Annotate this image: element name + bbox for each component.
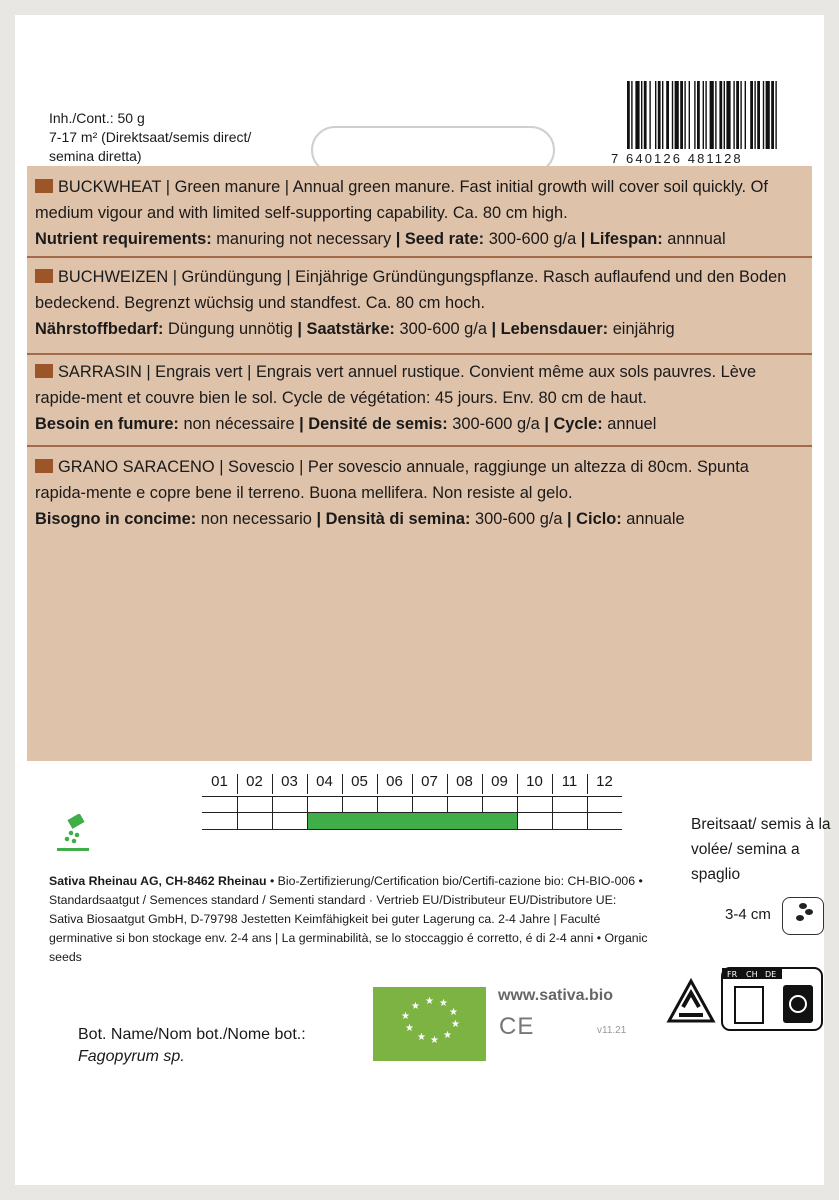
entry-key: Bisogno in concime: [35,510,197,528]
entry-value: Düngung unnötig [163,320,298,338]
entry-key: Nährstoffbedarf: [35,320,164,338]
company-info [49,872,649,967]
content-weight: Inh./Cont.: 50 g [49,110,145,126]
month-separator [307,774,308,794]
month-separator [482,774,483,794]
barcode-bar [719,81,722,149]
barcode-bar [655,81,656,149]
botanical-name-label: Bot. Name/Nom bot./Nome bot.: [78,1026,306,1043]
month-label-11: 11 [561,773,578,790]
barcode-bar [635,81,639,149]
entry-key: | Lebensdauer: [491,320,609,338]
month-label-09: 09 [491,773,508,790]
content-info [49,109,251,166]
entry-divider [27,256,812,258]
barcode-bar [666,81,669,149]
barcode-bar [662,81,663,149]
svg-text:★: ★ [443,1030,452,1041]
barcode-bars [611,81,839,153]
sowing-depth: 3-4 cm [725,906,771,923]
calendar-grid-col [587,796,588,830]
barcode-bar [680,81,683,149]
svg-text:★: ★ [417,1032,426,1043]
month-separator [237,774,238,794]
svg-text:★: ★ [425,996,434,1007]
entry-value: non necessario [196,510,317,528]
barcode-bar [694,81,695,149]
month-separator [517,774,518,794]
calendar-grid-col [517,796,518,830]
barcode-bar [710,81,714,149]
entry-marker [35,179,53,193]
entry-italian [35,454,795,532]
month-label-12: 12 [596,773,613,790]
calendar-grid-col [552,796,553,830]
entry-key: Nutrient requirements: [35,230,212,248]
barcode-bar [763,81,764,149]
description-panel [27,166,812,761]
month-separator [447,774,448,794]
barcode-bar [689,81,690,149]
entry-key: | Lifespan: [580,230,663,248]
disposal-label-de: DE [765,970,777,979]
entry-intro: SARRASIN | Engrais vert | Engrais vert annuel rustique. Convient même aux sols pauvres. Lève rapide-ment et couvre bien le sol. Cycle de végétation: 45 jours. Env. 80 cm de haut. [35,363,757,407]
entry-marker [35,269,53,283]
month-label-05: 05 [351,773,368,790]
entry-key: | Densité de semis: [299,415,448,433]
entry-key: | Cycle: [544,415,603,433]
recycle-icon [665,977,717,1029]
svg-text:★: ★ [439,998,448,1009]
month-separator [377,774,378,794]
disposal-label-fr: FR [727,970,738,979]
entry-divider [27,353,812,355]
sowing-area-cont: semina diretta) [49,148,142,164]
website-url: www.sativa.bio [498,987,613,1004]
svg-text:★: ★ [449,1007,458,1018]
ce-mark: CE [499,1013,535,1040]
entry-value: annnual [662,230,726,248]
month-label-07: 07 [421,773,438,790]
entry-intro: BUCHWEIZEN | Gründüngung | Einjährige Gründüngungspflanze. Rasch auflaufend und den Boden bedeckend. Begrenzt wüchsig und standfest. Ca. 80 cm hoch. [35,268,787,312]
company-name: Sativa Rheinau AG, CH-8462 Rheinau [49,874,267,888]
svg-text:★: ★ [401,1011,410,1022]
version-label: v11.21 [597,1025,627,1036]
eu-organic-logo [373,987,486,1061]
botanical-name [78,1024,306,1068]
month-separator [412,774,413,794]
month-label-08: 08 [456,773,473,790]
svg-text:★: ★ [411,1001,420,1012]
entry-value: annuale [621,510,685,528]
entry-value: 300-600 g/a [470,510,568,528]
month-separator [342,774,343,794]
barcode-bar [675,81,679,149]
barcode-bar [745,81,746,149]
sowing-calendar [202,766,622,832]
barcode-bar [641,81,642,149]
barcode-bar [724,81,725,149]
entry-value: 300-600 g/a [484,230,581,248]
sowing-period-bar [308,813,517,829]
barcode-bar [754,81,755,149]
entry-value: non nécessaire [178,415,300,433]
svg-text:★: ★ [430,1035,439,1046]
barcode-bar [733,81,734,149]
entry-key: | Saatstärke: [297,320,395,338]
entry-key: Besoin en fumure: [35,415,179,433]
barcode-bar [715,81,716,149]
entry-german [35,264,795,342]
barcode-bar [697,81,700,149]
month-label-02: 02 [246,773,263,790]
sowing-area: 7-17 m² (Direktsaat/semis direct/ [49,129,252,145]
entry-value: manuring not necessary [211,230,396,248]
calendar-grid-col [237,796,238,830]
month-label-03: 03 [281,773,298,790]
barcode-bar [649,81,650,149]
barcode-bar [631,81,632,149]
barcode-bar [644,81,647,149]
month-label-10: 10 [526,773,543,790]
month-label-01: 01 [211,773,228,790]
entry-intro: BUCKWHEAT | Green manure | Annual green manure. Fast initial growth will cover soil quickly. Of medium vigour and with limited self-supporting capability. Ca. 80 cm high. [35,178,768,222]
entry-value: annuel [602,415,657,433]
barcode-number: 7 640126 481128 [611,151,743,166]
barcode-bar [672,81,673,149]
month-label-06: 06 [386,773,403,790]
barcode-bar [766,81,770,149]
svg-text:★: ★ [405,1023,414,1034]
entry-key: | Ciclo: [567,510,622,528]
disposal-label-ch: CH [746,970,758,979]
barcode-bar [740,81,741,149]
month-separator [272,774,273,794]
entry-french [35,359,795,437]
month-separator [552,774,553,794]
svg-text:★: ★ [451,1019,460,1030]
entry-divider [27,445,812,447]
barcode-bar [726,81,730,149]
barcode-bar [736,81,739,149]
barcode-bar [703,81,704,149]
entry-marker [35,459,53,473]
barcode-bar [771,81,774,149]
disposal-info-icon [721,967,823,1031]
barcode-bar [658,81,661,149]
calendar-grid-col [272,796,273,830]
entry-value: 300-600 g/a [447,415,545,433]
broadcast-sowing-icon [53,814,93,856]
barcode-bar [757,81,760,149]
sowing-depth-icon [782,897,824,935]
month-label-04: 04 [316,773,333,790]
barcode-bar [705,81,706,149]
barcode-bar [775,81,776,149]
entry-key: | Densità di semina: [316,510,471,528]
barcode-bar [684,81,685,149]
entry-value: 300-600 g/a [394,320,492,338]
month-separator [587,774,588,794]
barcode-bar [627,81,630,149]
botanical-name-value: Fagopyrum sp. [78,1048,185,1065]
entry-key: | Seed rate: [395,230,485,248]
entry-value: einjährig [608,320,675,338]
entry-intro: GRANO SARACENO | Sovescio | Per sovescio annuale, raggiunge un altezza di 80cm. Spunta rapida-mente e copre bene il terreno. Buona mellifera. Non resiste al gelo. [35,458,749,502]
entry-english [35,174,795,252]
entry-marker [35,364,53,378]
barcode-bar [750,81,753,149]
barcode [611,81,839,176]
sowing-method: Breitsaat/ semis à la volée/ semina a spaglio [691,816,831,883]
company-certification-text: • Bio-Zertifizierung/Certification bio/Certifi-cazione bio: CH-BIO-006 • Standardsaatgut / Semences standard / Sementi standard · Vertrieb EU/Distributeur EU/Distributore UE: Sativa Biosaatgut GmbH, D-79798 Jestetten Keimfähigkeit bei guter Lagerung ca. 2-4 Jahre | Faculté germinative si bon stockage env. 2-4 ans | La germinabilità, se lo stoccaggio é corretto, é di 2-4 anni • Organic seeds [49,874,648,964]
